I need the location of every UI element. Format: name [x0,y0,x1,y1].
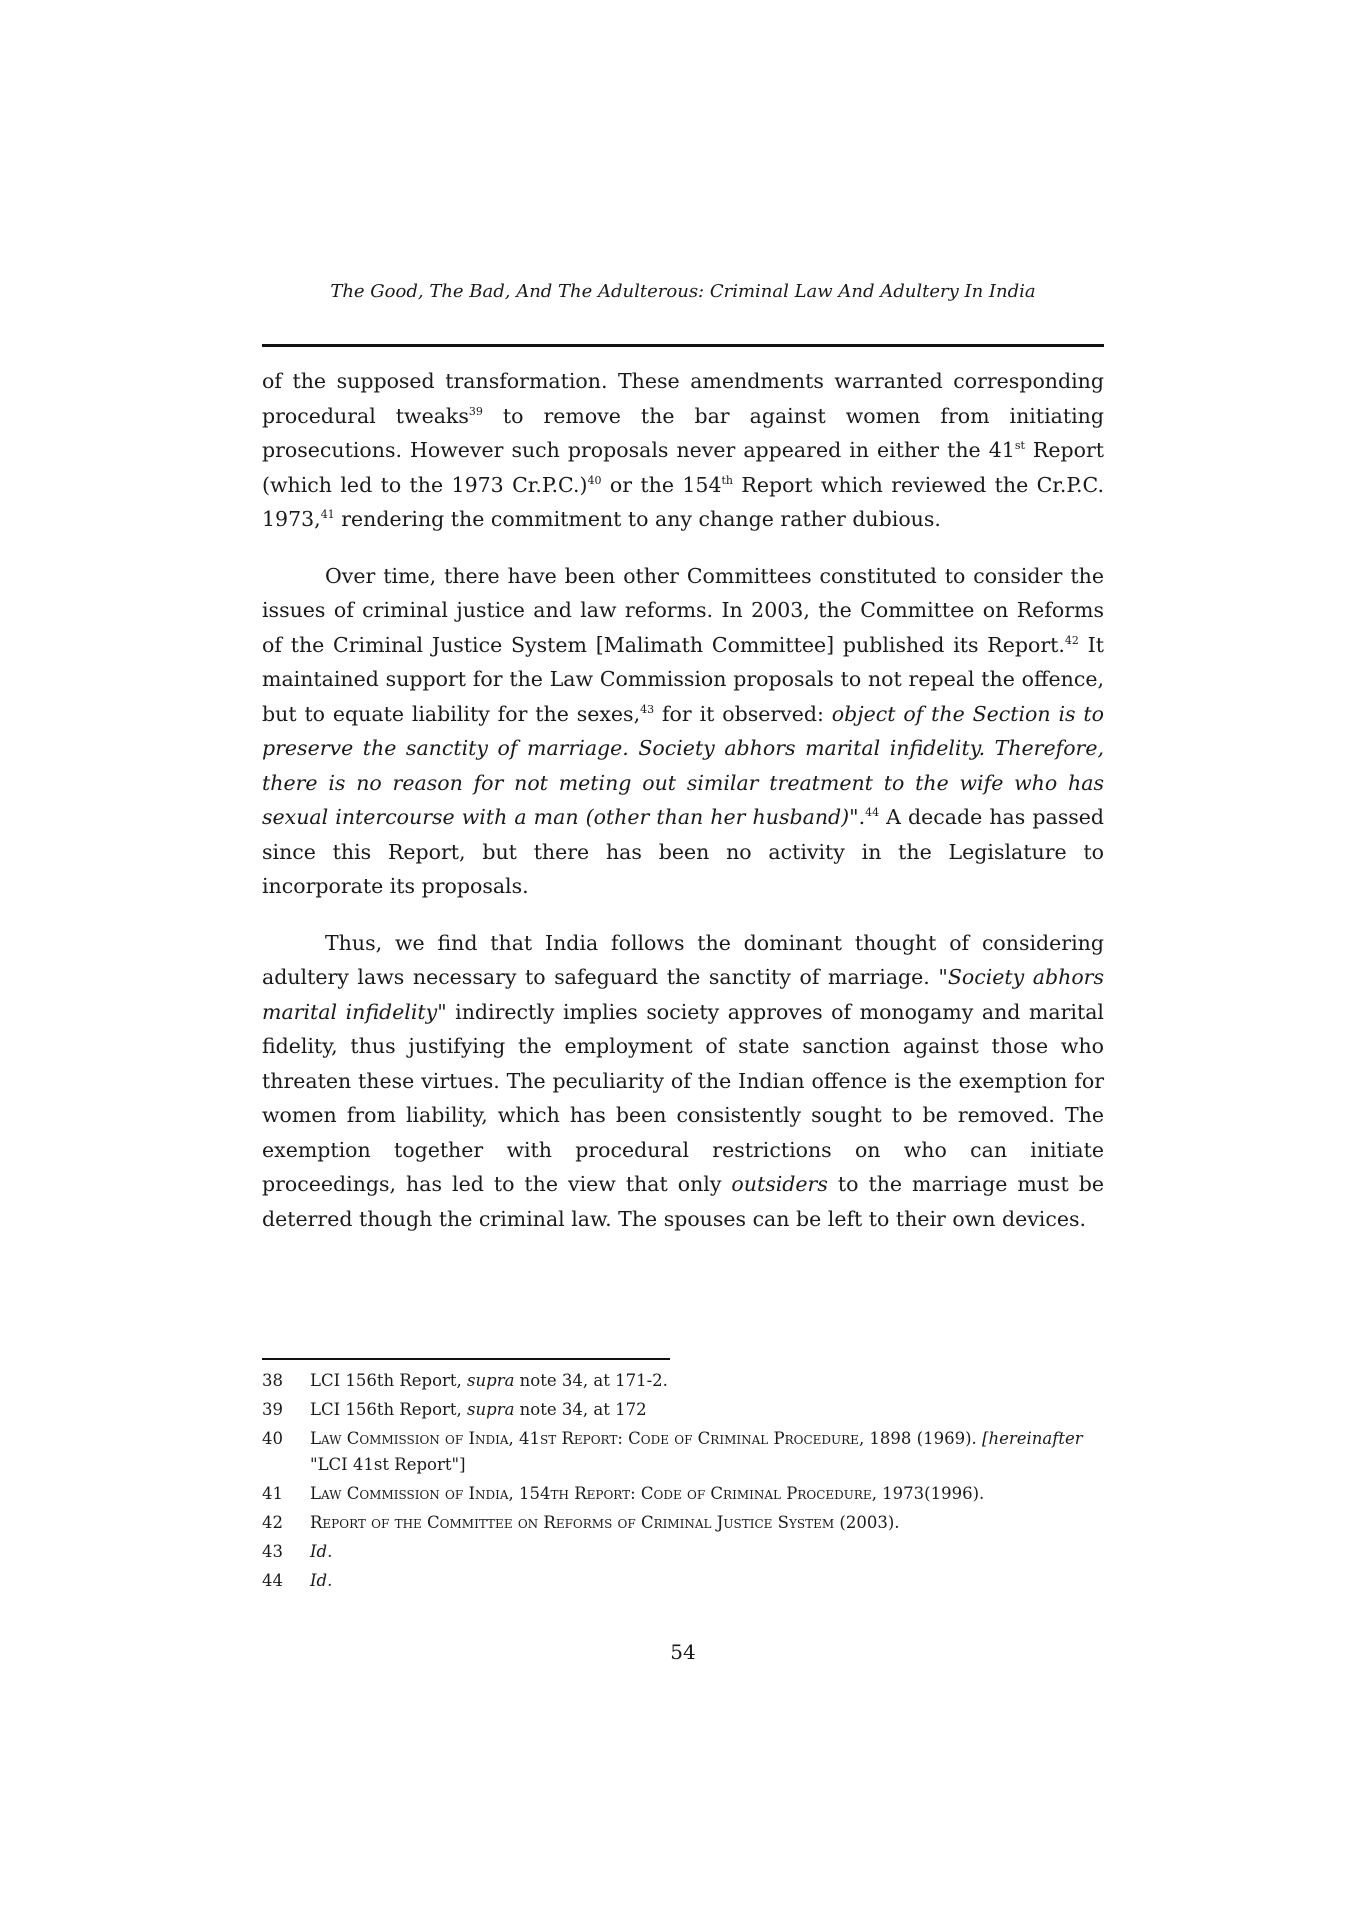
footnote-44: 44 Id. [262,1571,333,1590]
footnote-39: 39 LCI 156th Report, supra note 34, at 172 [262,1400,647,1419]
footnote-ref-39[interactable]: 39 [468,404,483,418]
body-text [262,364,1104,1258]
paragraph-1: of the supposed transformation. These amendments warranted corresponding procedural tweaks$^{39}$ to remove the bar against women from initiating prosecutions. However such proposals never appeared in either the 41st Report (which led to the 1973 Cr.P.C.)$^{40}$ or the 154th Report which reviewed the Cr.P.C. 1973,41 rendering the commitment to any change rather dubious. [262,369,1104,531]
paragraph-3: Thus, we find that India follows the dominant thought of considering adultery laws necessary to safeguard the sanctity of marriage. "Society abhors marital infidelity" indirectly implies society approves of monogamy and marital fidelity, thus justifying the employment of state sanction against those who threaten these virtues. The peculiarity of the Indian offence is the exemption for women from liability, which has been consistently sought to be removed. The exemption together with procedural restrictions on who can initiate proceedings, has led to the view that only outsiders to the marriage must be deterred though the criminal law. The spouses can be left to their own devices. [262,930,1104,1231]
paragraph-2: Over time, there have been other Committees constituted to consider the issues of criminal justice and law reforms. In 2003, the Committee on Reforms of the Criminal Justice System [Malimath Committee] published its Report.$^{42}$ It maintained support for the Law Commission proposals to not repeal the offence, but to equate liability for the sexes,$^{43}$ for it observed: object of the Section is to preserve the sanctity of marriage. Society abhors marital infidelity. Therefore, there is no reason for not meting out similar treatment to the wife who has sexual intercourse with a man (other than her husband)".$^{44}$ A decade has passed since this Report, but there has been no activity in the Legislature to incorporate its proposals. [262,563,1105,898]
footnote-ref-42[interactable]: 42 [1064,633,1079,647]
running-header: The Good, The Bad, And The Adulterous: Criminal Law And Adultery In India [330,281,1036,302]
footnote-38: 38 LCI 156th Report, supra note 34, at 171-2. [262,1371,668,1390]
footnote-ref-44[interactable]: 44 [865,806,880,820]
footnote-ref-40[interactable]: 40 [587,473,602,487]
footnote-rule [262,1358,670,1360]
header-rule [262,344,1104,347]
page-number: 54 [670,1640,696,1664]
footnote-ref-43[interactable]: 43 [640,702,655,716]
footnotes [262,1368,1104,1597]
quoted-observation: object of the Section is to preserve the sanctity of marriage. Society abhors marital infidelity. Therefore, there is no reason for not meting out similar treatment to the wife who has sexual intercourse with a man (other than her husband) [262,701,1105,829]
footnote-42: 42 Report of the Committee on Reforms of Criminal Justice System (2003). [262,1513,900,1532]
footnote-41: 41 Law Commission of India, 154th Report: Code of Criminal Procedure, 1973(1996). [262,1484,985,1503]
footnote-ref-41[interactable]: 41 [320,508,335,522]
footnote-40: 40 Law Commission of India, 41st Report: Code of Criminal Procedure, 1898 (1969). [hereinafter "LCI 41st Report"] [262,1429,1083,1474]
footnote-43: 43 Id. [262,1542,333,1561]
